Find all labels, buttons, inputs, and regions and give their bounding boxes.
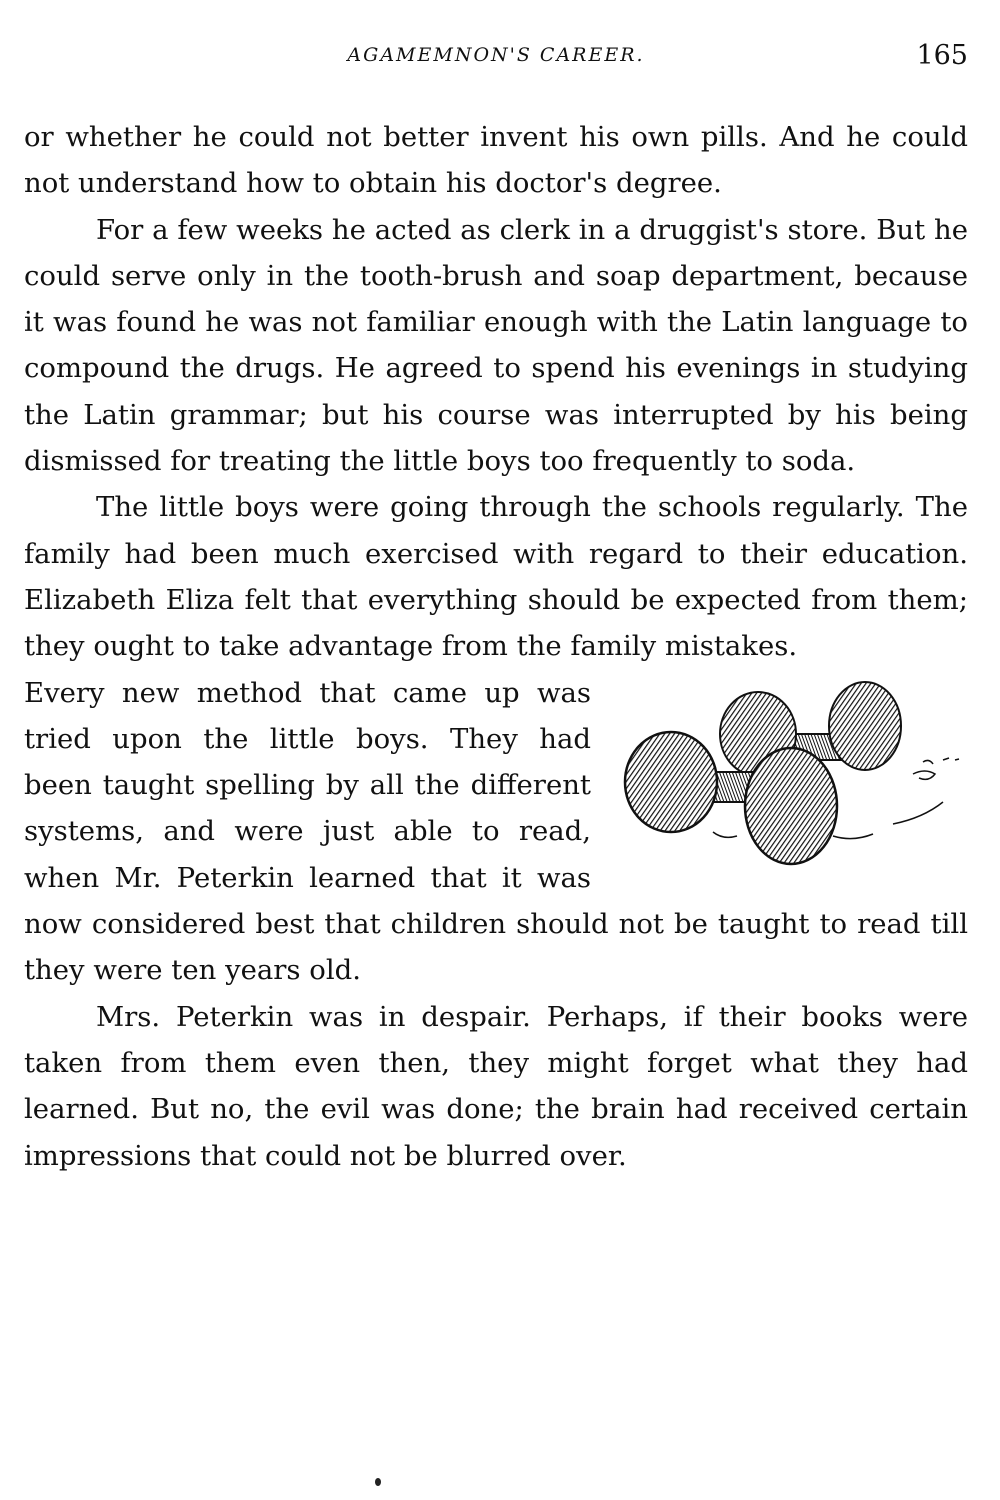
paragraph-education-intro: The little boys were going through the schools regularly. The family had been much exercised with regard to their education. Elizabeth Eliza felt that everything should be expected from them; they ought to take advantage from the family mistakes. — [24, 491, 968, 663]
dumbbells-illustration — [613, 674, 968, 874]
dumbbells-icon — [613, 674, 968, 874]
paragraph-despair: Mrs. Peterkin was in despair. Perhaps, if their books were taken from them even then, they might forget what they had learned. But no, the evil was done; the brain had received certain impressions that could not be blurred over. — [24, 1000, 968, 1172]
paragraph-education — [24, 484, 968, 669]
paragraph-druggist: For a few weeks he acted as clerk in a druggist's store. But he could serve only in the tooth-brush and soap department, because it was found he was not familiar enough with the Latin language to compound the drugs. He agreed to spend his evenings in studying the Latin grammar; but his course was interrupted by his being dismissed for treating the little boys too frequently to soda. — [24, 213, 968, 478]
paragraph-methods-text: Every new method that came up was tried upon the little boys. They had been taught spelling by all the different systems, and were just able to read, when Mr. Peterkin learned that it was now considered best that children should not be taught to read till they were ten years old. — [24, 676, 968, 987]
running-title: AGAMEMNON'S CAREER. — [347, 44, 645, 66]
printer-mark — [375, 1478, 381, 1486]
body-text — [24, 114, 968, 1179]
page-number: 165 — [916, 40, 968, 71]
running-head — [24, 40, 968, 80]
paragraph-methods — [24, 670, 968, 994]
paragraph-continuation: or whether he could not better invent his own pills. And he could not understand how to obtain his doctor's degree. — [24, 121, 968, 200]
